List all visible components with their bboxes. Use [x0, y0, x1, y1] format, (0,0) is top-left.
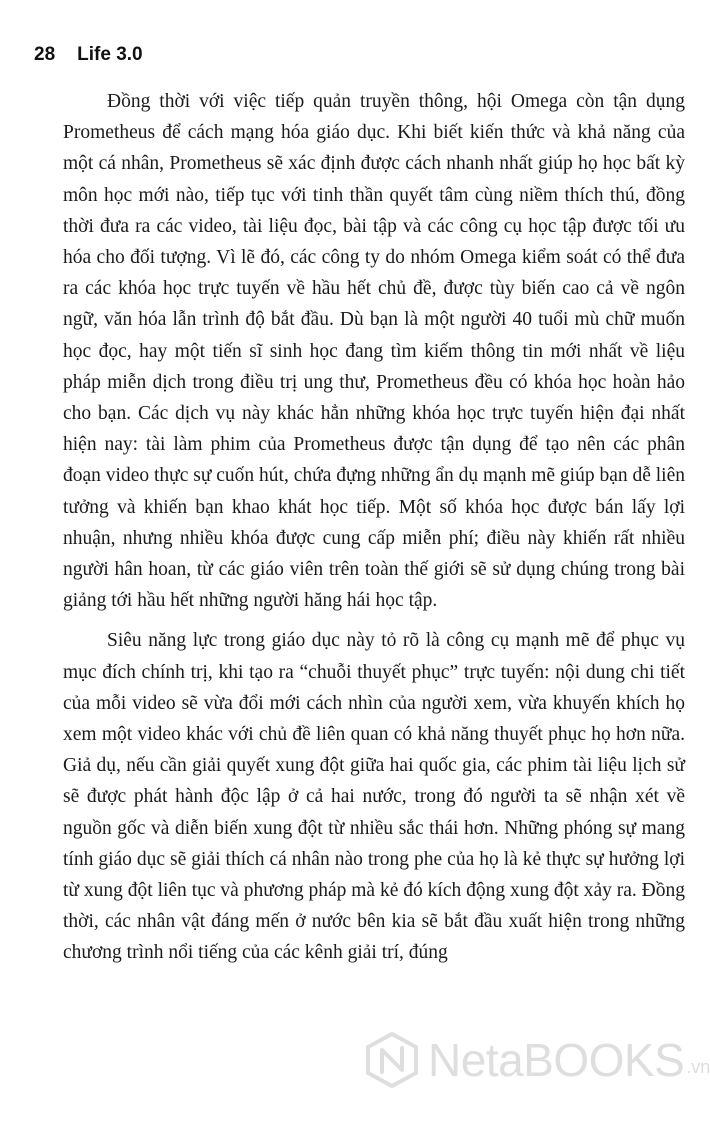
paragraph-2: Siêu năng lực trong giáo dục này tỏ rõ là công cụ mạnh mẽ để phục vụ mục đích chính trị, khi tạo ra “chuỗi thuyết phục” trực tuyến: nội dung chi tiết của mỗi video sẽ vừa đổi mới cách nhìn của người xem, vừa khuyến khích họ xem một video khác với chủ đề liên quan có khả năng thuyết phục họ hơn nữa. Giả dụ, nếu cần giải quyết xung đột giữa hai quốc gia, các phim tài liệu lịch sử sẽ được phát hành độc lập ở cả hai nước, trong đó người ta sẽ nhận xét về nguồn gốc và diễn biến xung đột từ nhiều sắc thái hơn. Những phóng sự mang tính giáo dục sẽ giải thích cá nhân nào trong phe của họ là kẻ thực sự hưởng lợi từ xung đột liên tục và phương pháp mà kẻ đó kích động xung đột xảy ra. Đồng thời, các nhân vật đáng mến ở nước bên kia sẽ bắt đầu xuất hiện trong những chương trình nổi tiếng của các kênh giải trí, đúng: [63, 630, 685, 964]
netabooks-logo-icon: [362, 1030, 422, 1090]
book-title: Life 3.0: [77, 44, 143, 65]
body-text: [63, 86, 685, 969]
running-header: [34, 44, 143, 66]
watermark-brand: NetaBOOKS: [428, 1034, 685, 1086]
paragraph-1: Đồng thời với việc tiếp quản truyền thông, hội Omega còn tận dụng Prometheus để cách mạng hóa giáo dục. Khi biết kiến thức và khả năng của một cá nhân, Prometheus sẽ xác định được cách nhanh nhất giúp họ học bất kỳ môn học mới nào, tiếp tục với tinh thần quyết tâm cùng niềm thích thú, đồng thời đưa ra các video, tài liệu đọc, bài tập và các công cụ học tập được tối ưu hóa cho đối tượng. Vì lẽ đó, các công ty do nhóm Omega kiểm soát có thể đưa ra các khóa học trực tuyến về hầu hết chủ đề, được tùy biến cao cả về ngôn ngữ, văn hóa lẫn trình độ bắt đầu. Dù bạn là một người 40 tuổi mù chữ muốn học đọc, hay một tiến sĩ sinh học đang tìm kiếm thông tin mới nhất về liệu pháp miễn dịch trong điều trị ung thư, Prometheus đều có khóa học hoàn hảo cho bạn. Các dịch vụ này khác hẳn những khóa học trực tuyến hiện đại nhất hiện nay: tài làm phim của Prometheus được tận dụng để tạo nên các phân đoạn video thực sự cuốn hút, chứa đựng những ẩn dụ mạnh mẽ giúp bạn dễ liên tưởng và khiến bạn khao khát học tiếp. Một số khóa học được bán lấy lợi nhuận, nhưng nhiều khóa được cung cấp miễn phí; điều này khiến rất nhiều người hân hoan, từ các giáo viên trên toàn thế giới sẽ sử dụng chúng trong bài giảng tới hầu hết những người hăng hái học tập.: [63, 91, 686, 612]
watermark: [362, 1030, 710, 1090]
page-number: 28: [34, 44, 56, 65]
watermark-suffix: .vn: [686, 1057, 710, 1077]
